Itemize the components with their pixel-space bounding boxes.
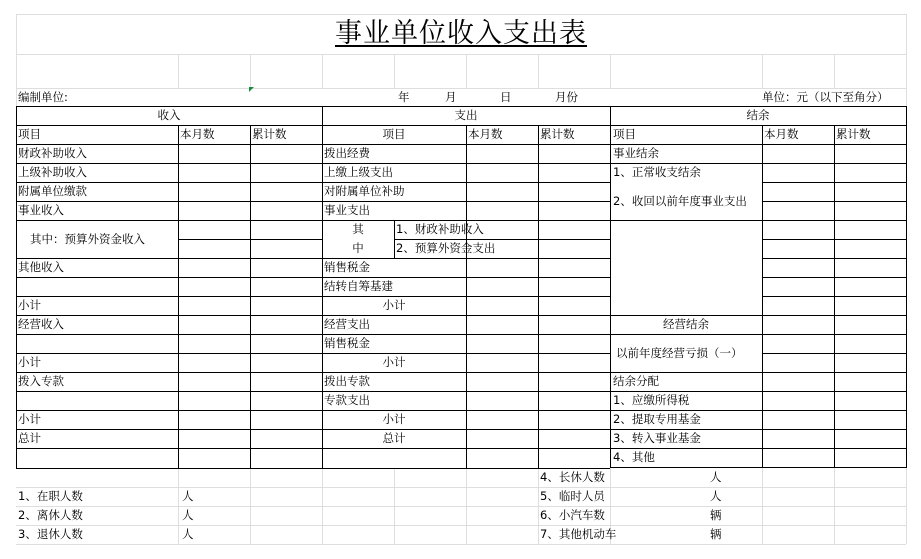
balance-to-business-fund: 3、转入事业基金	[613, 431, 701, 445]
balance-income-tax: 1、应缴所得税	[613, 393, 690, 407]
footer-retired-lx: 2、离休人数	[18, 508, 83, 522]
balance-distribution: 结余分配	[613, 374, 659, 388]
income-total: 总计	[18, 431, 41, 445]
balance-item-header: 项目	[613, 127, 636, 141]
balance-recovered-prior: 2、收回以前年度事业支出	[613, 194, 747, 208]
expense-business: 事业支出	[324, 203, 370, 217]
income-allocated-special: 拨入专款	[18, 374, 64, 388]
balance-normal: 1、正常收支结余	[613, 165, 701, 179]
month-report-label: 月份	[555, 90, 578, 104]
expense-of-which-1: 其	[352, 222, 364, 236]
expense-affiliate-subsidy: 对附属单位补助	[324, 184, 405, 198]
expense-item-header: 项目	[382, 127, 406, 141]
balance-section-header: 结余	[746, 108, 770, 122]
income-subtotal-1: 小计	[18, 298, 41, 312]
expense-operating: 经营支出	[324, 317, 370, 331]
income-affiliate-payment: 附属单位缴款	[18, 184, 87, 198]
cell-comment-marker	[249, 87, 254, 92]
balance-this-month-header: 本月数	[764, 127, 799, 141]
expense-allocated-funds: 拨出经费	[324, 146, 370, 160]
expense-sales-tax-2: 销售税金	[324, 336, 370, 350]
income-extra-budget: 其中：预算外资金收入	[30, 232, 145, 246]
footer-staff-on-job: 1、在职人数	[18, 489, 83, 503]
expense-cumulative-header: 累计数	[540, 127, 575, 141]
footer-long-leave: 4、长休人数	[540, 470, 605, 484]
currency-unit-label: 单位：元（以下至角分）	[762, 90, 889, 104]
income-item-header: 项目	[18, 127, 41, 141]
balance-business: 事业结余	[613, 146, 659, 160]
footer-small-cars-unit: 辆	[710, 508, 722, 522]
expense-this-month-header: 本月数	[468, 127, 503, 141]
expense-fiscal-subsidy-income: 1、财政补助收入	[396, 222, 484, 236]
footer-retired-lx-unit: 人	[182, 508, 194, 522]
income-other: 其他收入	[18, 260, 64, 274]
income-subtotal-2: 小计	[18, 355, 41, 369]
balance-special-fund: 2、提取专用基金	[613, 412, 701, 426]
page-title	[16, 14, 906, 54]
expense-self-raised-construction: 结转自筹基建	[324, 279, 393, 293]
expense-subtotal-1: 小计	[382, 298, 406, 312]
income-business: 事业收入	[18, 203, 64, 217]
footer-retired-tx-unit: 人	[182, 527, 194, 541]
income-section-header: 收入	[157, 108, 181, 122]
expense-sales-tax-1: 销售税金	[324, 260, 370, 274]
income-subtotal-3: 小计	[18, 412, 41, 426]
income-cumulative-header: 累计数	[252, 127, 287, 141]
income-this-month-header: 本月数	[180, 127, 215, 141]
day-label: 日	[500, 90, 512, 104]
footer-small-cars: 6、小汽车数	[540, 508, 605, 522]
expense-extra-budget: 2、预算外资金支出	[396, 241, 496, 255]
year-label: 年	[398, 90, 410, 104]
income-fiscal-subsidy: 财政补助收入	[18, 146, 87, 160]
footer-retired-tx: 3、退休人数	[18, 527, 83, 541]
expense-upper-remit: 上缴上级支出	[324, 165, 393, 179]
page-title-text: 事业单位收入支出表	[335, 18, 587, 49]
expense-total: 总计	[382, 431, 406, 445]
footer-temporary: 5、临时人员	[540, 489, 605, 503]
balance-cumulative-header: 累计数	[836, 127, 871, 141]
prepared-unit-label: 编制单位:	[18, 90, 68, 104]
expense-of-which-2: 中	[352, 241, 364, 255]
expense-subtotal-2: 小计	[382, 355, 406, 369]
income-operating: 经营收入	[18, 317, 64, 331]
expense-special: 专款支出	[324, 393, 370, 407]
footer-long-leave-unit: 人	[710, 470, 722, 484]
expense-section-header: 支出	[454, 108, 478, 122]
month-label: 月	[445, 90, 457, 104]
footer-other-vehicles-unit: 辆	[710, 527, 722, 541]
income-upper-subsidy: 上级补助收入	[18, 165, 87, 179]
balance-operating: 经营结余	[663, 317, 709, 331]
footer-other-vehicles: 7、其他机动车	[540, 527, 617, 541]
expense-allocated-special: 拨出专款	[324, 374, 370, 388]
footer-staff-on-job-unit: 人	[182, 489, 194, 503]
balance-other: 4、其他	[613, 450, 655, 464]
balance-prior-operating-loss: 以前年度经营亏损（一）	[616, 346, 743, 360]
footer-temporary-unit: 人	[710, 489, 722, 503]
expense-subtotal-3: 小计	[382, 412, 406, 426]
